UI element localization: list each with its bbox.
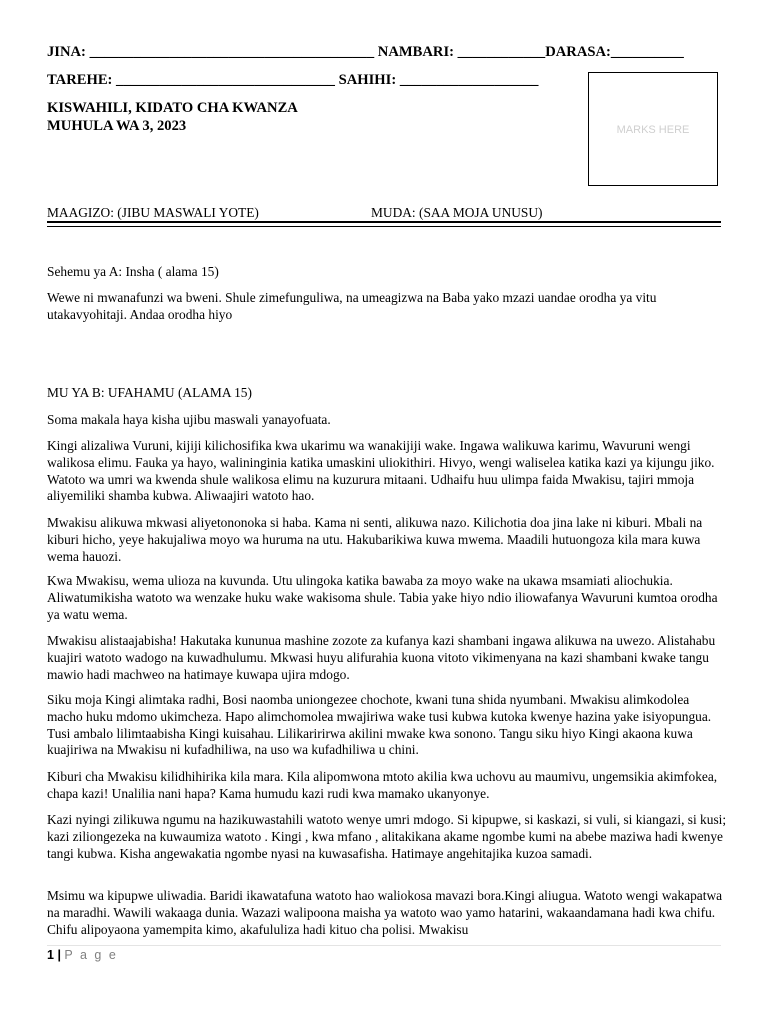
- date-signature-line: TAREHE: ______________________________ SAHIHI: ___________________: [47, 72, 539, 88]
- term-title: MUHULA WA 3, 2023: [47, 118, 187, 134]
- passage-paragraph: Kingi alizaliwa Vuruni, kijiji kilichosifika kwa ukarimu wa wanakijiji wake. Ingawa walikuwa karimu, Wavuruni wengi walikosa elimu. Fauka ya hayo, walininginia katika umaskini uliokithiri. Hivyo, wengi waliselea katika kazi ya kijungu jiko. Watoto wa umri wa kwenda shule walikosa elimu na kuzurura mitaani. Udhaifu huu ulimpa faida Mwakisu, tajiri mmoja aliyemiliki shamba kubwa. Aliwaajiri watoto hao.: [47, 438, 715, 504]
- marks-box: [588, 72, 718, 186]
- subject-title: KISWAHILI, KIDATO CHA KWANZA: [47, 100, 298, 116]
- passage-paragraph: Mwakisu alistaajabisha! Hakutaka kununua mashine zozote za kufanya kazi shambani ingawa alikuwa na uwezo. Alistahabu kuajiri watoto wadogo na kuwadhulumu. Mkwasi huyu alifurahia kuona vitoto vikimenyana na kazi shambani kwake tangu mawio hadi machweo na hatimaye kuwapa ujira mdogo.: [47, 633, 716, 682]
- section-a-prompt: Wewe ni mwanafunzi wa bweni. Shule zimefunguliwa, na umeagizwa na Baba yako mzazi uandae orodha ya vitu utakavyohitaji. Andaa orodha hiyo: [47, 290, 657, 322]
- section-b-heading: MU YA B: UFAHAMU (ALAMA 15): [47, 385, 252, 400]
- page-footer: [47, 948, 118, 962]
- passage-paragraph: Siku moja Kingi alimtaka radhi, Bosi naomba uniongezee chochote, kwani tuna shida nyumbani. Mwakisu alimkodolea macho huku mdomo ukimcheza. Hapo alimchomolea mwajiriwa wake tusi kubwa kutoka kwenye hazina yake isiyopungua. Tusi ambalo lilimtaabisha Kingi kuisahau. Lilikaririrwa akilini mwake kwa sonono. Tangu siku hiyo Kingi akaona kuwa kuajiriwa na Mwakisu ni kufadhiliwa, na uso wa kufadhiliwa u chini.: [47, 692, 712, 758]
- section-b-instruction: Soma makala haya kisha ujibu maswali yanayofuata.: [47, 412, 331, 427]
- name-number-class-line: JINA: _______________________________________ NAMBARI: ____________DARASA:__________: [47, 44, 684, 60]
- footer-separator: |: [57, 948, 61, 962]
- time-allowed: MUDA: (SAA MOJA UNUSU): [371, 205, 543, 220]
- passage-paragraph: Msimu wa kipupwe uliwadia. Baridi ikawatafuna watoto hao waliokosa mavazi bora.Kingi aliugua. Watoto wengi wakapatwa na maradhi. Wawili wakaaga dunia. Wazazi walipoona maisha ya watoto wao yamo hatarini, wakaandamana hadi kwa chifu. Chifu alipoyaona yamempita kimo, akafululiza hadi kituo cha polisi. Mwakisu: [47, 888, 723, 937]
- header-divider-thin: [47, 226, 721, 227]
- marks-placeholder: MARKS HERE: [616, 124, 690, 136]
- page-number: 1: [47, 948, 54, 962]
- section-a-heading: Sehemu ya A: Insha ( alama 15): [47, 264, 219, 279]
- passage-paragraph: Kiburi cha Mwakisu kilidhihirika kila mara. Kila alipomwona mtoto akilia kwa uchovu au maumivu, ungemsikia akimfokea, chapa kazi! Unalilia nani hapa? Kama humudu kazi rudi kwa mamako ukanyonye.: [47, 769, 718, 801]
- page-label: P a g e: [64, 948, 118, 962]
- footer-divider: [47, 945, 721, 946]
- passage-paragraph: Kazi nyingi zilikuwa ngumu na hazikuwastahili watoto wenye umri mdogo. Si kipupwe, si kaskazi, si vuli, si kiangazi, si kusi; kazi ziliongezeka na kuwaumiza watoto . Kingi , kwa mfano , alitakikana akame ngombe kumi na abebe maziwa hadi kwenye tangi kubwa. Kisha angewakatia ngombe nyasi na kuwasafisha. Hatimaye angehitajika kuzoa samadi.: [47, 812, 727, 861]
- passage-paragraph: Kwa Mwakisu, wema ulioza na kuvunda. Utu ulingoka katika bawaba za moyo wake na ukawa msamiati aliochukia. Aliwatumikisha watoto wa wenzake huku wake wakisoma shule. Tabia yake hiyo ndio iliowafanya Wavuruni kumtoa orodha ya watu wema.: [47, 573, 718, 622]
- passage-paragraph: Mwakisu alikuwa mkwasi aliyetononoka si haba. Kama ni senti, alikuwa nazo. Kilichotia doa jina lake ni kiburi. Mbali na kiburi hicho, yeye hakujaliwa moyo wa huruma na utu. Hakubarikiwa kuwa mwema. Maadili hutuongoza kila mara kuwa wema hauozi.: [47, 515, 703, 564]
- header-divider-thick: [47, 221, 721, 223]
- instructions: MAAGIZO: (JIBU MASWALI YOTE): [47, 205, 259, 220]
